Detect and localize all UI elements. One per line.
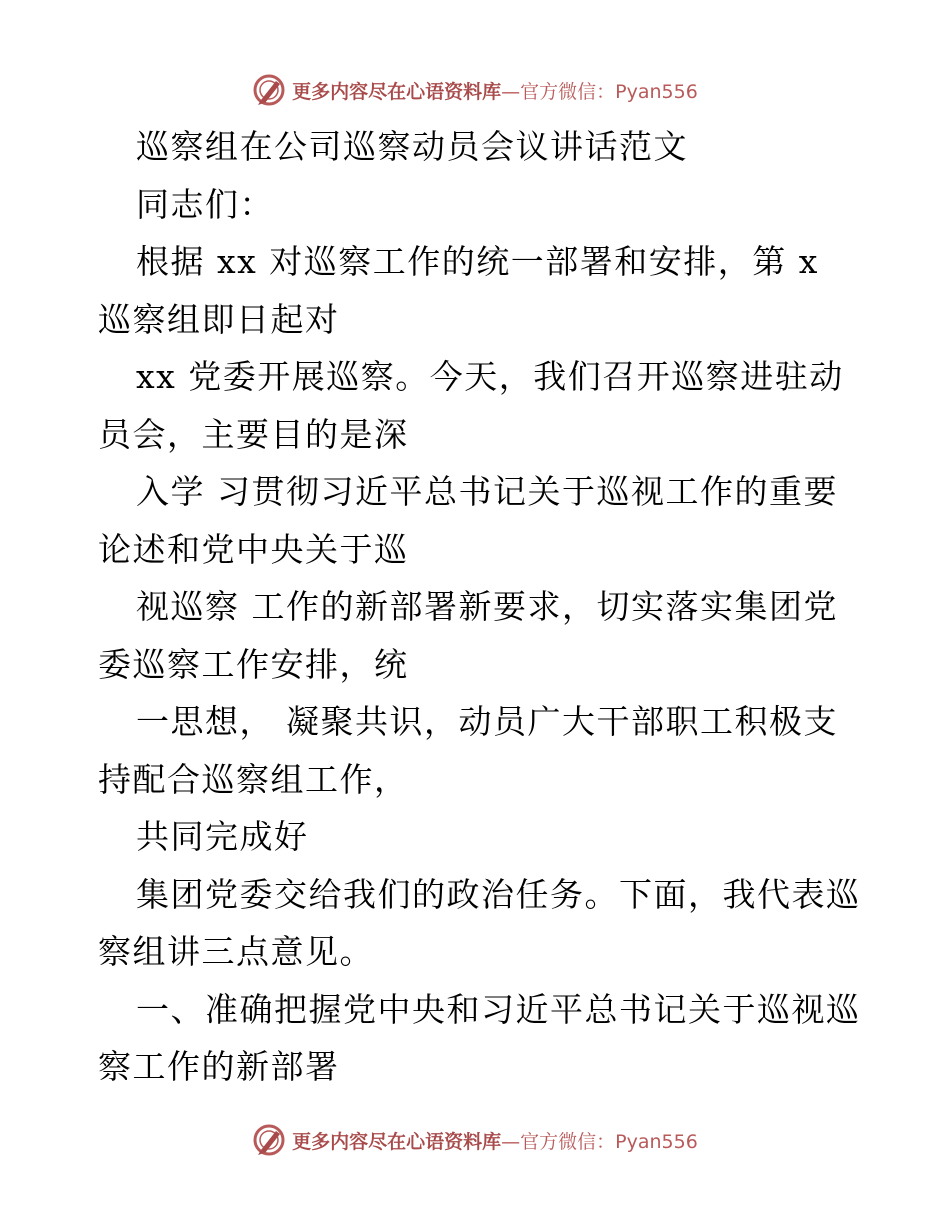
paragraph-line: 持配合巡察组工作，	[98, 759, 409, 799]
paragraph-line: 根据 xx 对巡察工作的统一部署和安排，第 x	[136, 242, 819, 281]
watermark-rest: —官方微信：Pyan556	[501, 80, 698, 103]
header-watermark-banner	[0, 70, 950, 110]
paragraph-line: 员会，主要目的是深	[98, 414, 409, 454]
section-heading-line: 一、准确把握党中央和习近平总书记关于巡视巡	[136, 989, 861, 1029]
watermark-lead: 更多内容尽在心语资料库	[292, 80, 502, 103]
paragraph-line: 委巡察工作安排，统	[98, 644, 409, 684]
watermark-text	[292, 1127, 698, 1154]
watermark-text	[292, 77, 698, 104]
paragraph-line: 论述和党中央关于巡	[98, 529, 409, 569]
watermark-lead: 更多内容尽在心语资料库	[292, 1130, 502, 1153]
paragraph-line: 视巡察 工作的新部署新要求，切实落实集团党	[136, 587, 838, 626]
paragraph-line: 共同完成好	[136, 817, 309, 856]
pen-logo-icon	[252, 73, 286, 107]
watermark-group	[252, 1123, 698, 1157]
paragraph-line: xx 党委开展巡察。今天，我们召开巡察进驻动	[136, 357, 844, 396]
watermark-group	[252, 73, 698, 107]
footer-watermark-banner	[0, 1120, 950, 1160]
document-body	[98, 118, 861, 1096]
watermark-rest: —官方微信：Pyan556	[501, 1130, 698, 1153]
pen-logo-icon	[252, 1123, 286, 1157]
paragraph-line: 巡察组即日起对	[98, 299, 340, 339]
paragraph-line: 集团党委交给我们的政治任务。下面，我代表巡	[136, 874, 861, 914]
paragraph-line: 一思想， 凝聚共识，动员广大干部职工积极支	[136, 702, 838, 741]
paragraph-line: 入学 习贯彻习近平总书记关于巡视工作的重要	[136, 472, 838, 511]
document-title: 巡察组在公司巡察动员会议讲话范文	[136, 127, 688, 166]
salutation: 同志们：	[136, 184, 274, 224]
section-heading-line: 察工作的新部署	[98, 1047, 340, 1086]
paragraph-line: 察组讲三点意见。	[98, 932, 374, 971]
